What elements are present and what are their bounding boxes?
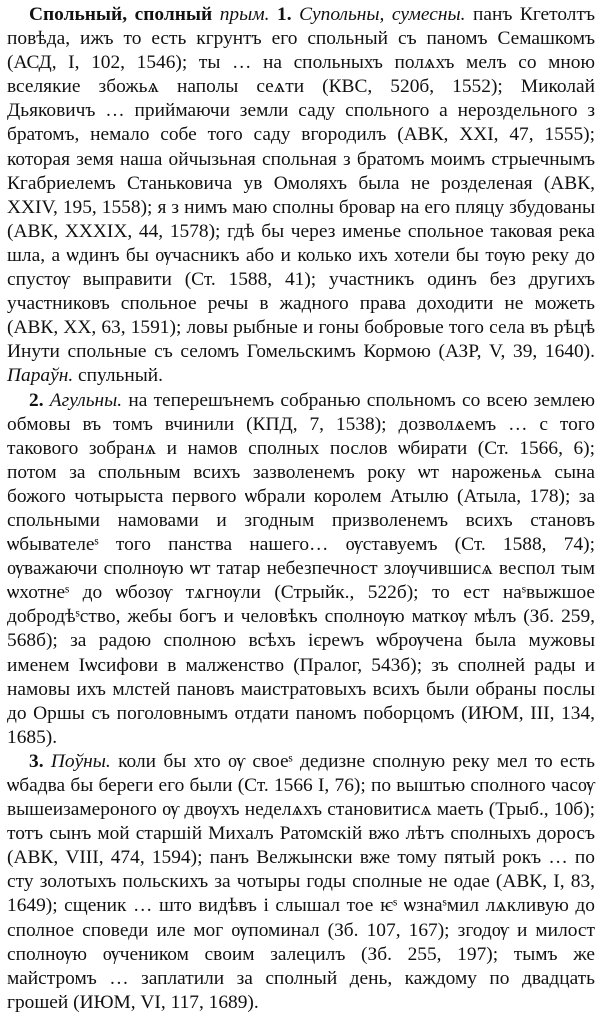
sense-citations: на теперешънемъ собранью спольномъ со всею землею обмовы въ томъ вчинили (КПД, 7, 1538); дозволѧемъ … с того такового зобранѧ и намов сполных послов ѡбирати (Ст. 1566, 6); потом за спольным всихъ зазволенемъ року ѡт нароженьѧ сына божого чотырыста первого ѡбрали королем Атылю (Атыла, 178); за спольными намовами и згодным призволенемъ всихъ становъ ѡбывателеˢ того панства нашего… ѹставуемъ (Ст. 1588, 74); ѹважаючи сполнѹю ѡт татар небезпечност злѹчившисѧ веспол тым ѡхотнеˢ до ѡбозѹ тѧгнѹли (Стрыйк., 522б); то ест наˢвыжшое добродѣˢство, жебы богъ и человѣкъ сполнѹю маткѹ мѣлъ (Зб. 259, 568б); за радою сполною всѣхъ ієреwъ ѡбрѹчена была мужовы именем Іѡсифови в малженство (Пралог, 543б); зъ сполней рады и намовы ихъ млстей пановъ маистратовыхъ всихъ были обраны послы до Оршы съ поголовнымъ отдати паномъ поборцомъ (ИЮМ, III, 134, 1685). [7,389,595,748]
sense-number: 3. [29,750,44,772]
sense-number: 2. [29,389,44,411]
dialect-label: Параўн. [7,365,74,387]
sense-number: 1. [277,4,292,25]
sense-3-paragraph [7,750,595,1015]
headword: Спольный, сполный [29,4,213,25]
sense-2-paragraph [7,389,595,750]
sense-gloss: Поўны. [50,750,111,772]
sense-gloss: Агульны. [49,389,123,411]
sense-1-paragraph [7,3,595,389]
dialect-text: спульный. [73,365,163,387]
sense-gloss: Супольны, сумесны. [299,4,466,25]
sense-citations: коли бы хто ѹ своеˢ дедизне сполную реку мел то есть ѡбадва бы береги его были (Ст. 1566 I, 76); по выштью сполного часѹ вышеизамероного ѹ двѹхъ неделѧхъ становитисѧ маеть (Трыб., 10б); тотъ сынъ мой старшій Михалъ Ратомскій вжо лѣтъ сполныхъ доросъ (АВК, VIII, 474, 1594); панъ Велжынски вже тому пятый рокъ … по сту золотыхъ польскихъ за чотыры годы сполные не одае (АВК, I, 83, 1649); сщеник … што видѣвъ і слышал тое ѥˢ ѡзнаˢмил лѧкливую до сполное споведи иле мог ѹпоминал (Зб. 107, 167); згодѹ и милост сполнѹю ѹчеником своим залецилъ (Зб. 255, 197); тымъ же майстромъ … заплатили за сполный день, каждому по двадцать грошей (ИЮМ, VI, 117, 1689). [7,750,595,1013]
sense-citations: панъ Кгетолтъ повѣда, ижъ то есть кгрунтъ его спольный съ паномъ Семашкомъ (АСД, I, 102, 1546); ты … на спольныхъ полѧхъ мелъ со мною вселякие збожьѧ наполы сеѧти (КВС, 520б, 1552); Миколай Дьяковичъ … приймаючи земли саду спольного а нероздельного з братомъ, немало собе того саду вгородилъ (АВК, XXI, 47, 1555); которая земя наша ойчызьная спольная з братомъ моимъ стрыечнымъ Кгабриелемъ Станьковича ув Омоляхъ была не розделеная (АВК, XXIV, 195, 1558); я з нимъ маю сполны бровар на его пляцу збудованы (АВК, XXXIX, 44, 1578); гдѣ бы через именье спольное таковая река шла, а ѡдинъ бы ѹчасникъ або и колько ихъ хотели бы тѹю реку до спустѹ выправити (Ст. 1588, 41); участникъ одинъ без другихъ участниковъ спольное речы в жадного права доходити не можеть (АВК, XX, 63, 1591); ловы рыбные и гоны бобровые того села въ рѣцѣ Инути спольные съ селомъ Гомельскимъ Кормою (АЗР, V, 39, 1640). [7,4,595,363]
part-of-speech: прым. [219,4,270,25]
